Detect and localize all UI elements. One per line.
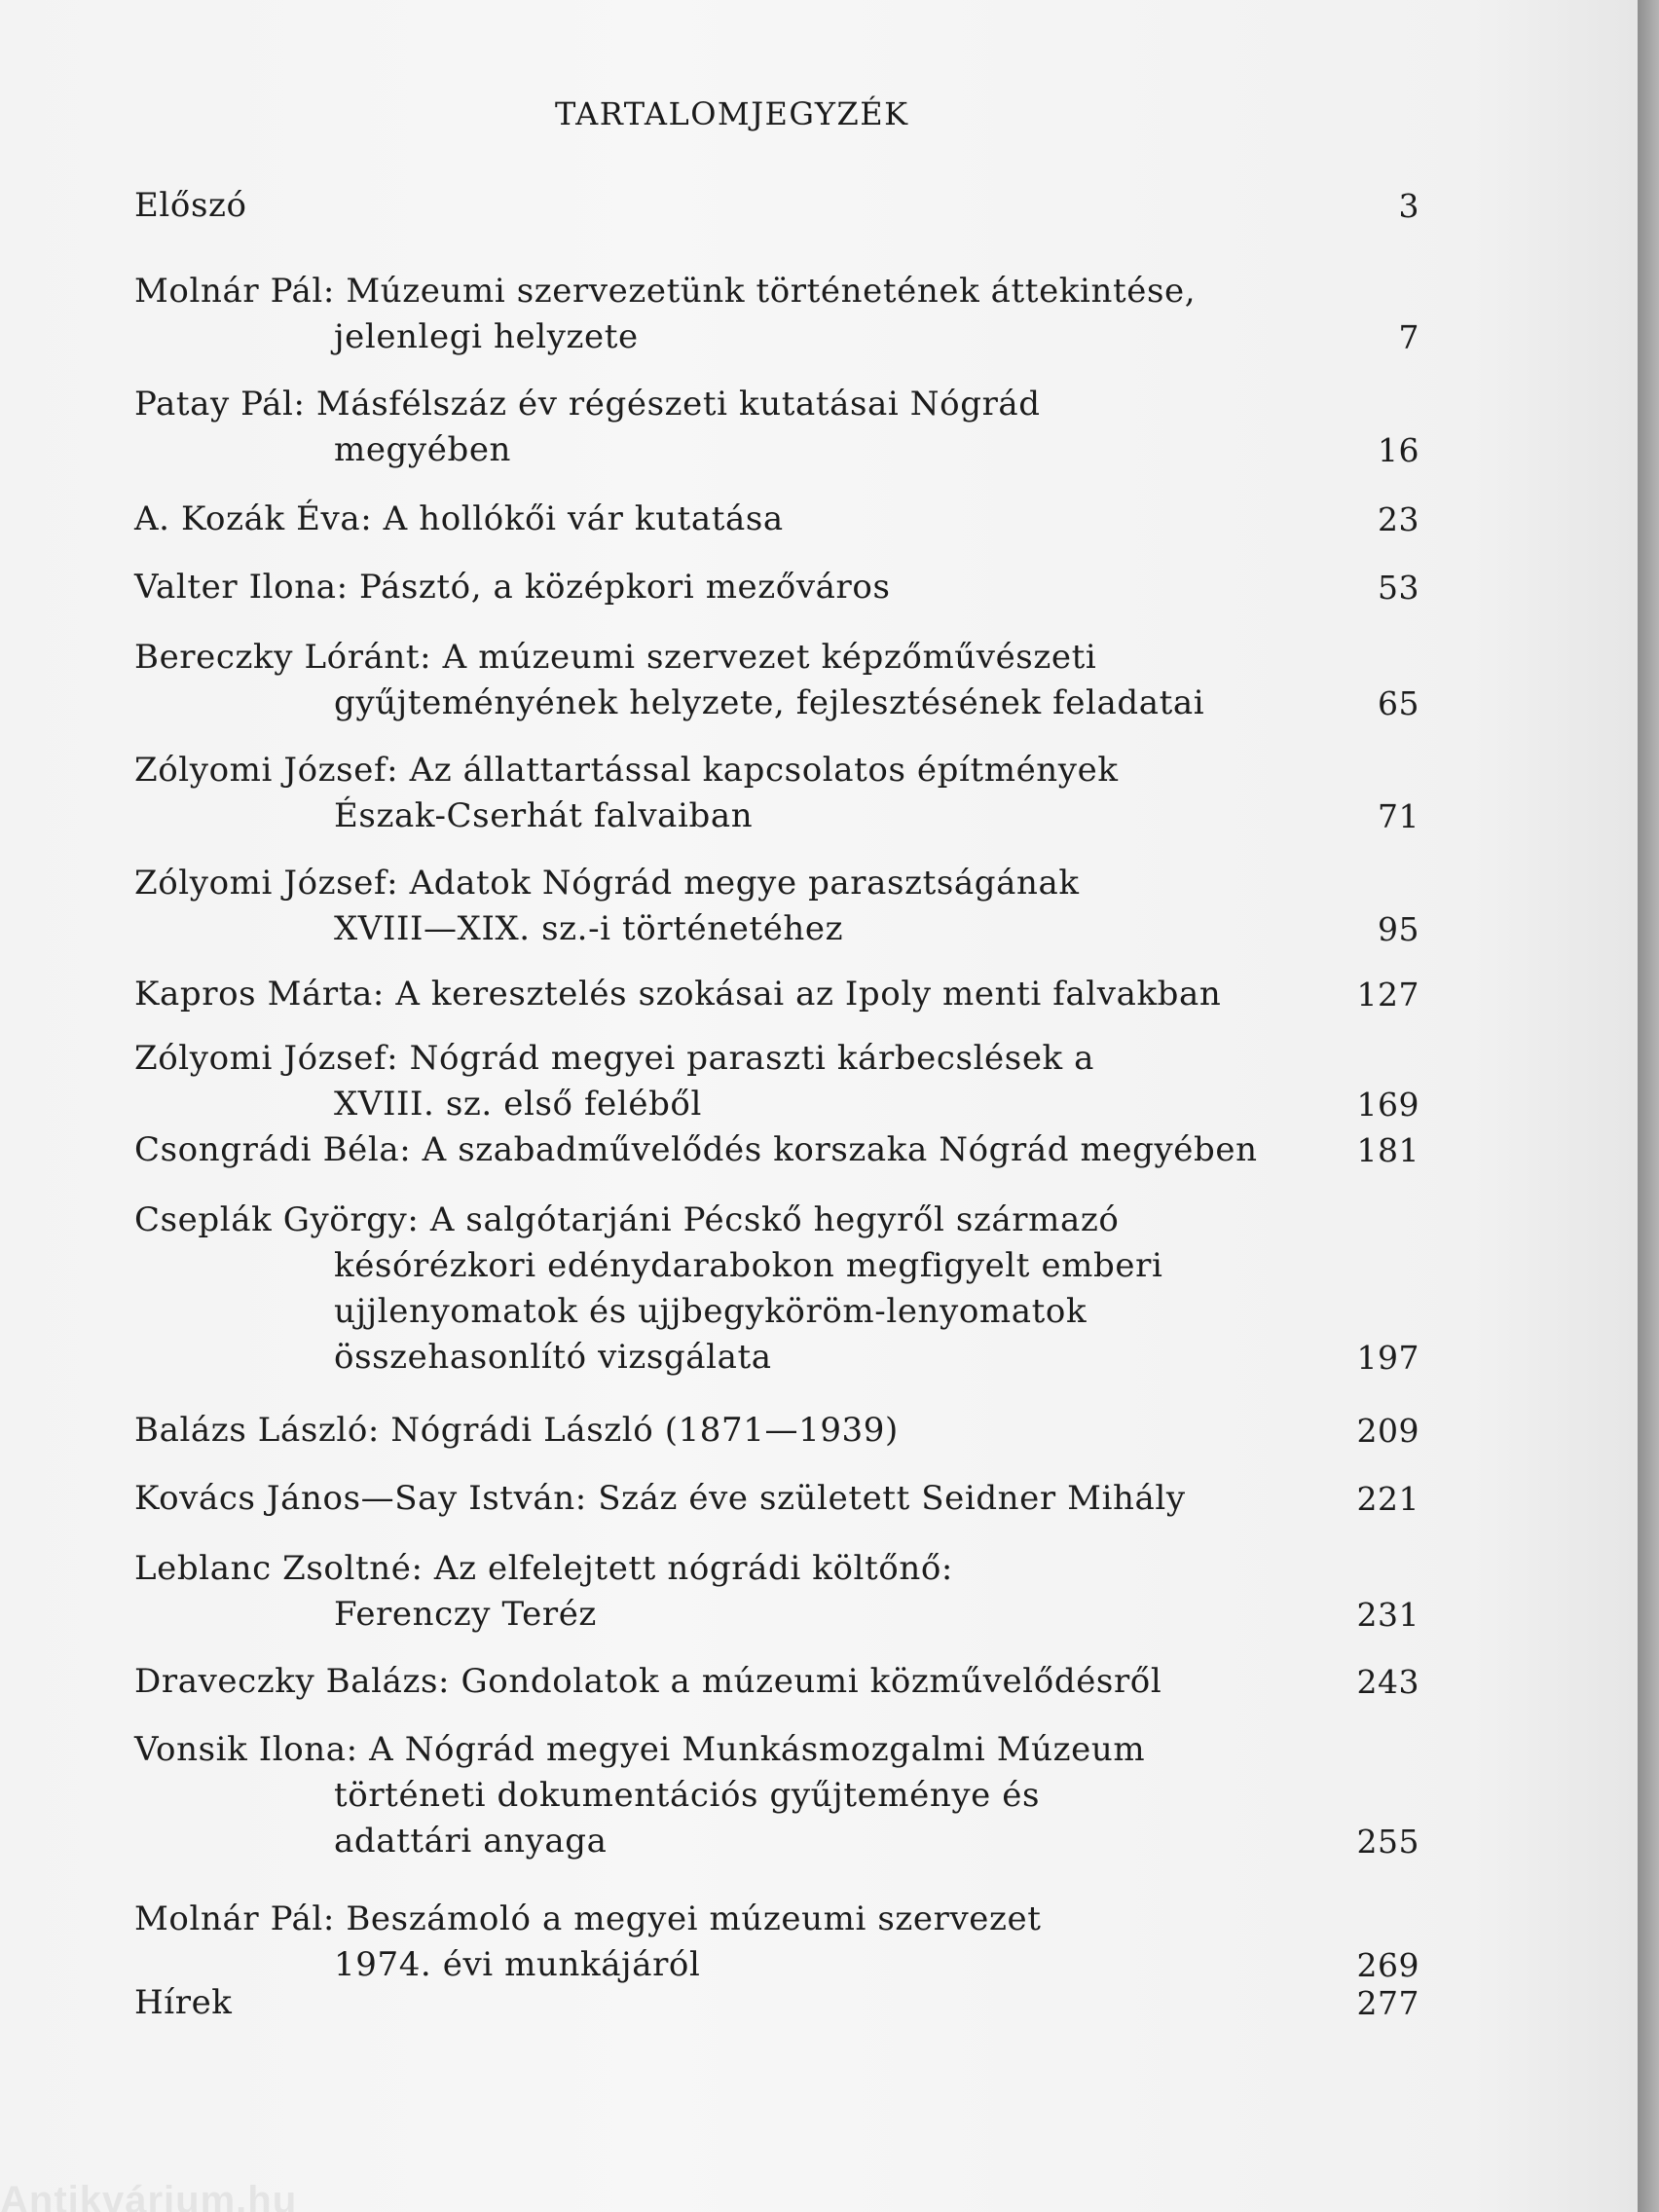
toc-entry-title: Zólyomi József: Adatok Nógrád megye parasztságának: [134, 864, 1080, 903]
toc-entry-continuation: gyűjteményének helyzete, fejlesztésének feladatai: [334, 683, 1205, 722]
toc-entry: [134, 565, 1419, 610]
toc-page-number: 53: [1378, 569, 1419, 607]
toc-entry-title: Zólyomi József: Az állattartással kapcsolatos építmények: [134, 751, 1119, 790]
toc-page-number: 95: [1378, 910, 1419, 948]
toc-entry: [134, 861, 1419, 952]
toc-entry-title: Molnár Pál: Múzeumi szervezetünk történetének áttekintése,: [134, 272, 1197, 311]
toc-page-number: 16: [1378, 431, 1419, 469]
toc-page-number: 3: [1398, 187, 1419, 225]
toc-page-number: 243: [1356, 1663, 1419, 1701]
toc-entry-title: Zólyomi József: Nógrád megyei paraszti kárbecslések a: [134, 1039, 1095, 1078]
toc-page-number: 169: [1356, 1086, 1419, 1124]
toc-entry: [134, 183, 1419, 229]
toc-entry: [134, 382, 1419, 473]
toc-entry: [134, 1127, 1419, 1173]
toc-entry: [134, 1659, 1419, 1705]
toc-entry-title: Vonsik Ilona: A Nógrád megyei Munkásmozgalmi Múzeum: [134, 1730, 1146, 1769]
toc-entry-continuation: XVIII. sz. első feléből: [334, 1085, 702, 1124]
page-title: TARTALOMJEGYZÉK: [555, 95, 909, 132]
toc-entry-title: Cseplák György: A salgótarjáni Pécskő hegyről származó: [134, 1200, 1120, 1239]
toc-entry-continuation: jelenlegi helyzete: [334, 317, 639, 356]
toc-entry-continuation: megyében: [334, 430, 512, 469]
toc-entry-title: Előszó: [134, 186, 247, 225]
toc-page-number: 221: [1356, 1480, 1419, 1518]
toc-entry: [134, 1727, 1419, 1864]
toc-page-number: 181: [1356, 1131, 1419, 1169]
toc-page-number: 23: [1378, 500, 1419, 538]
toc-entry: [134, 1198, 1419, 1381]
toc-entry-continuation: ujjlenyomatok és ujjbegyköröm-lenyomatok: [334, 1292, 1088, 1331]
toc-page-number: 7: [1398, 318, 1419, 356]
toc-page-number: 209: [1356, 1412, 1419, 1450]
toc-page-number: 71: [1378, 797, 1419, 835]
toc-entry-title: Csongrádi Béla: A szabadművelődés korszaka Nógrád megyében: [134, 1130, 1258, 1169]
toc-entry-title: A. Kozák Éva: A hollókői vár kutatása: [134, 499, 784, 538]
toc-entry-title: Hírek: [134, 1983, 233, 2022]
toc-entry-continuation: összehasonlító vizsgálata: [334, 1338, 772, 1377]
toc-entry: [134, 1476, 1419, 1522]
toc-entry-title: Patay Pál: Másfélszáz év régészeti kutatásai Nógrád: [134, 385, 1041, 424]
toc-page-number: 197: [1356, 1339, 1419, 1377]
toc-entry-title: Valter Ilona: Pásztó, a középkori mezőváros: [134, 568, 891, 607]
toc-entry: [134, 497, 1419, 542]
toc-entry-title: Kovács János—Say István: Száz éve született Seidner Mihály: [134, 1479, 1186, 1518]
toc-entry-title: Kapros Márta: A keresztelés szokásai az Ipoly menti falvakban: [134, 975, 1222, 1014]
toc-entry-title: Balázs László: Nógrádi László (1871—1939): [134, 1411, 899, 1450]
page-edge-shadow: [1638, 0, 1659, 2212]
toc-entry: [134, 269, 1419, 360]
toc-entry-title: Molnár Pál: Beszámoló a megyei múzeumi szervezet: [134, 1899, 1042, 1938]
toc-entry: [134, 1408, 1419, 1454]
toc-entry: [134, 1036, 1419, 1127]
toc-entry: [134, 635, 1419, 726]
toc-page-number: 269: [1356, 1946, 1419, 1984]
toc-entry: [134, 748, 1419, 839]
watermark: Antikvárium.hu: [0, 2179, 298, 2212]
toc-entry-continuation: késórézkori edénydarabokon megfigyelt emberi: [334, 1246, 1163, 1285]
toc-page-number: 277: [1356, 1984, 1419, 2022]
toc-entry-continuation: történeti dokumentációs gyűjteménye és: [334, 1776, 1041, 1815]
toc-entry: [134, 1897, 1419, 1988]
toc-entry: [134, 972, 1419, 1017]
toc-page-number: 127: [1356, 976, 1419, 1014]
toc-entry-title: Draveczky Balázs: Gondolatok a múzeumi közművelődésről: [134, 1662, 1162, 1701]
toc-entry-continuation: 1974. évi munkájáról: [334, 1945, 701, 1984]
toc-page-number: 65: [1378, 684, 1419, 722]
toc-page-number: 231: [1356, 1596, 1419, 1634]
toc-entry-continuation: Észak-Cserhát falvaiban: [334, 796, 754, 835]
toc-entry-continuation: adattári anyaga: [334, 1822, 608, 1861]
toc-entry-continuation: Ferenczy Teréz: [334, 1595, 597, 1634]
toc-page-number: 255: [1356, 1823, 1419, 1861]
toc-entry: [134, 1980, 1419, 2026]
toc-entry-title: Bereczky Lóránt: A múzeumi szervezet képzőművészeti: [134, 638, 1097, 677]
toc-entry-continuation: XVIII—XIX. sz.-i történetéhez: [334, 909, 844, 948]
toc-entry: [134, 1546, 1419, 1638]
toc-entry-title: Leblanc Zsoltné: Az elfelejtett nógrádi költőnő:: [134, 1549, 953, 1588]
